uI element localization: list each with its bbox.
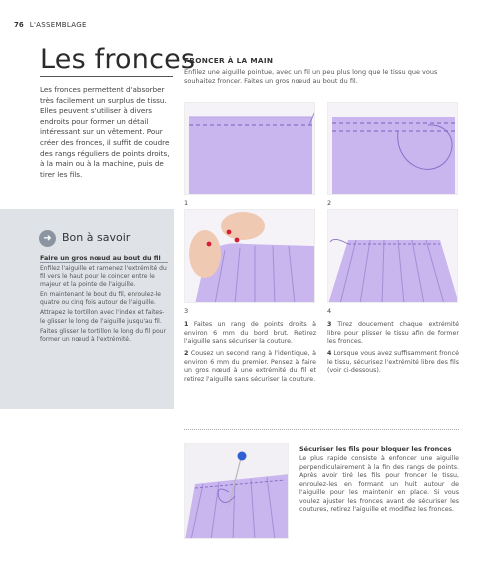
arrow-right-icon: ➜ [39, 230, 56, 247]
step-number: 3 [327, 321, 332, 328]
step-number: 1 [184, 321, 189, 328]
step-4 [327, 350, 459, 376]
secure-section-text: Le plus rapide consiste à enfoncer une aiguille perpendiculairement à la fin des rangs de points. Après avoir tiré les fils pour froncer le tissu, enroulez-les en formant un huit autour de l'aiguille pour les maintenir en place. Si vous voulez ajuster les fronces avant de sécuriser les coutures, retirez l'aiguille et modifiez les fronces. [299, 455, 459, 513]
step-number: 4 [327, 350, 332, 357]
section-divider [184, 429, 459, 430]
bon-a-savoir-subtitle: Faire un gros nœud au bout du fil [40, 254, 161, 262]
photo-number: 2 [327, 199, 332, 207]
step-1 [184, 321, 316, 347]
step-2 [184, 350, 316, 384]
bon-a-savoir-paragraph: Faites glisser le tortillon le long du fil pour former un nœud à l'extrémité. [40, 327, 167, 343]
page-number: 76 [14, 21, 24, 29]
title-underline [40, 76, 173, 77]
photo-step-2 [327, 102, 458, 195]
bon-a-savoir-title: Bon à savoir [62, 231, 131, 244]
photo-step-4 [327, 209, 458, 303]
page-title: Les fronces [40, 44, 196, 75]
photo-number: 3 [184, 307, 189, 315]
photo-secure-threads [184, 443, 289, 539]
photo-step-1 [184, 102, 315, 195]
photo-number: 1 [184, 199, 189, 207]
bon-a-savoir-divider [40, 262, 168, 263]
bon-a-savoir-text [40, 265, 168, 346]
step-text: Lorsque vous avez suffisamment froncé le tissu, sécurisez l'extrémité libre des fils (voir ci-dessous). [327, 350, 459, 374]
secure-section-title: Sécuriser les fils pour bloquer les fronces [299, 445, 452, 453]
step-text: Faites un rang de points droits à environ 6 mm du bord brut. Retirez l'aiguille sans sécuriser la couture. [184, 321, 316, 345]
step-number: 2 [184, 350, 189, 357]
step-text: Tirez doucement chaque extrémité libre pour plisser le tissu afin de former les fronces. [327, 321, 459, 345]
bon-a-savoir-paragraph: Enfilez l'aiguille et ramenez l'extrémité du fil vers le haut pour le coincer entre le majeur et la pointe de l'aiguille. [40, 265, 167, 289]
bon-a-savoir-paragraph: En maintenant le bout du fil, enroulez-le quatre ou cinq fois autour de l'aiguille. [40, 291, 161, 307]
step-text: Cousez un second rang à l'identique, à environ 6 mm du premier. Pensez à faire un gros nœud à une extrémité du fil et retirez l'aiguille sans sécuriser la couture. [184, 350, 316, 383]
intro-paragraph: Les fronces permettent d'absorber très facilement un surplus de tissu. Elles peuvent s'utiliser à divers endroits pour former un détail intéressant sur un vêtement. Pour créer des fronces, il suffit de coudre des rangs réguliers de points droits, à la main ou à la machine, puis de tirer les fils. [40, 85, 170, 179]
photo-step-3 [184, 209, 315, 303]
photo-number: 4 [327, 307, 332, 315]
section-heading: FRONCER À LA MAIN [184, 56, 274, 65]
step-3 [327, 321, 459, 347]
section-label: L'ASSEMBLAGE [29, 21, 87, 29]
section-intro: Enfilez une aiguille pointue, avec un fil un peu plus long que le tissu que vous souhaitez froncer. Faites un gros nœud au bout du fil. [184, 68, 438, 85]
page-header [14, 21, 87, 29]
bon-a-savoir-paragraph: Attrapez le tortillon avec l'index et faites-le glisser le long de l'aiguille jusqu'au fil. [40, 309, 165, 325]
